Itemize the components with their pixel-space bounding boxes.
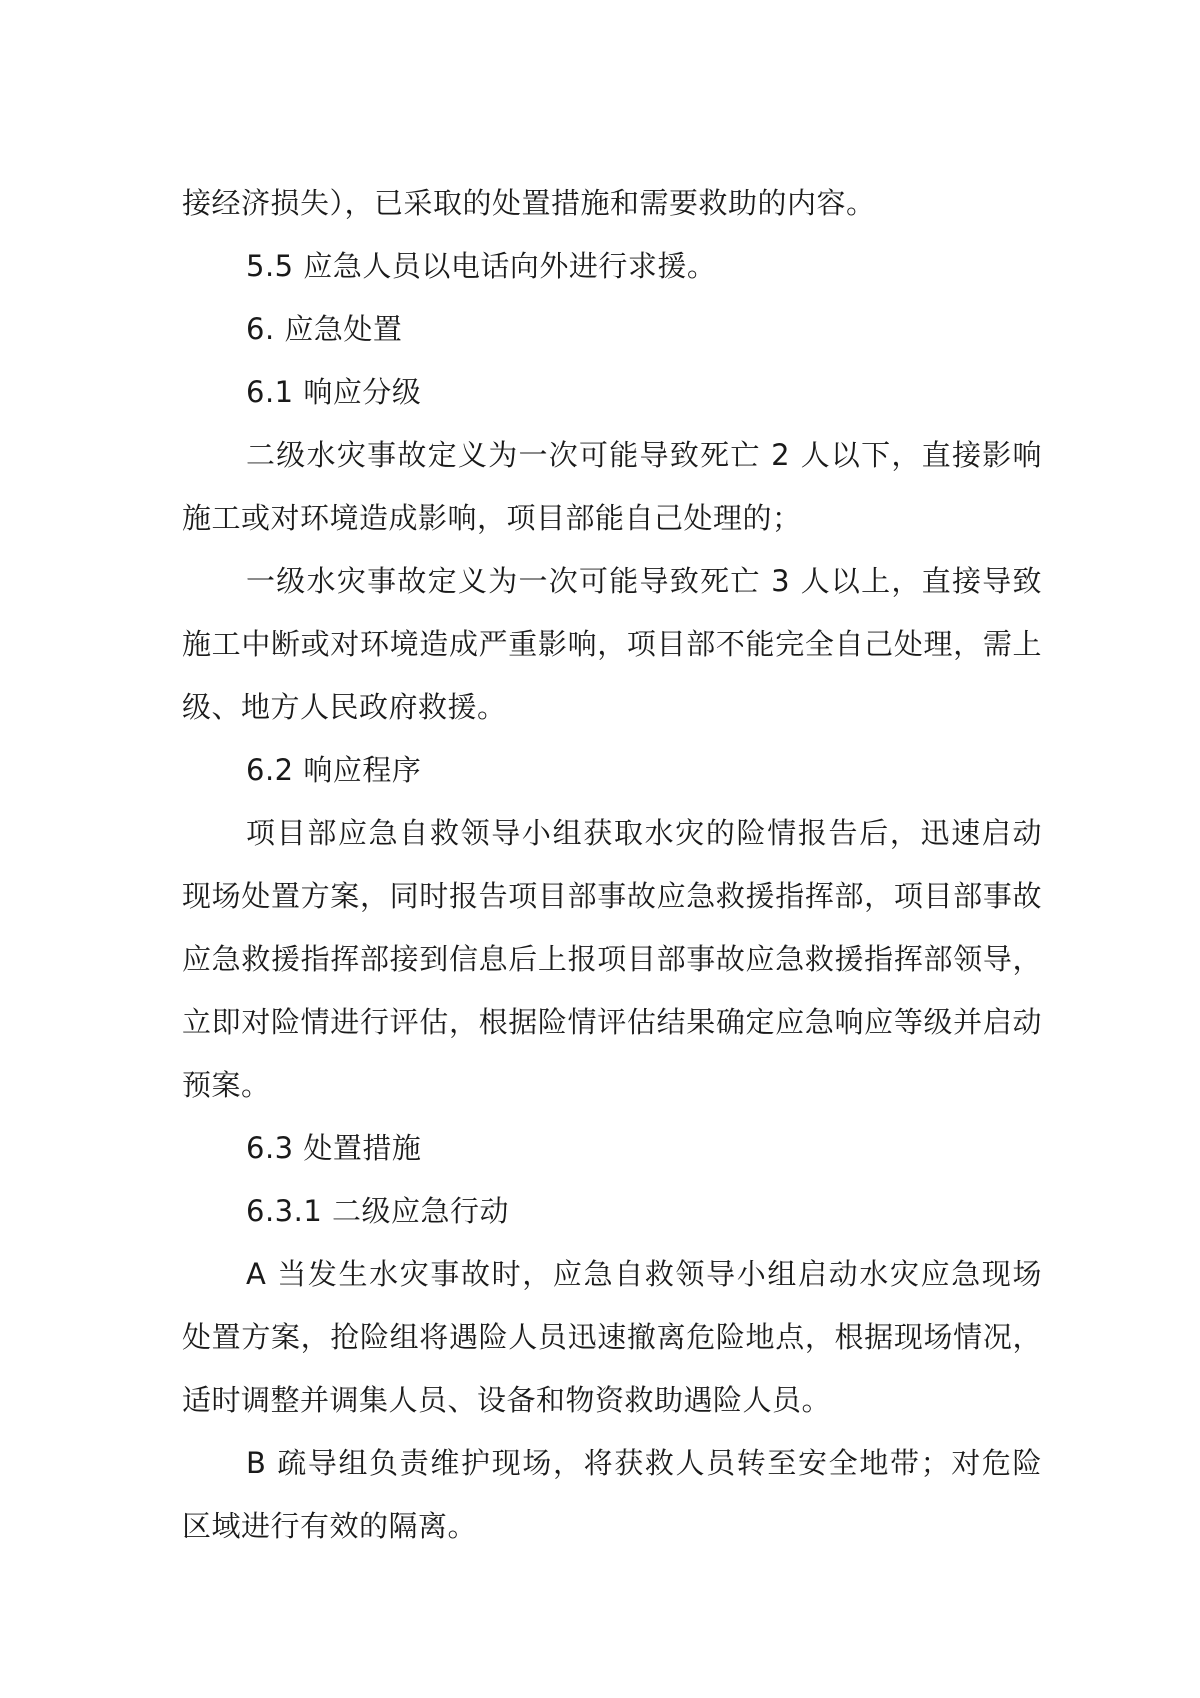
section-6-3-heading: 6.3 处置措施 bbox=[246, 1131, 422, 1165]
paragraph-action-b: B 疏导组负责维护现场，将获救人员转至安全地带；对危险区域进行有效的隔离。 bbox=[182, 1446, 1042, 1543]
section-6-2-heading: 6.2 响应程序 bbox=[246, 753, 422, 787]
section-6-1-heading: 6.1 响应分级 bbox=[246, 375, 422, 409]
document-body bbox=[182, 172, 1042, 1558]
paragraph-level-two-definition: 二级水灾事故定义为一次可能导致死亡 2 人以下，直接影响施工或对环境造成影响，项目部能自己处理的； bbox=[182, 438, 1042, 535]
paragraph-response-procedure: 项目部应急自救领导小组获取水灾的险情报告后，迅速启动现场处置方案，同时报告项目部事故应急救援指挥部，项目部事故应急救援指挥部接到信息后上报项目部事故应急救援指挥部领导，立即对险情进行评估，根据险情评估结果确定应急响应等级并启动预案。 bbox=[182, 816, 1042, 1102]
paragraph-level-one-definition: 一级水灾事故定义为一次可能导致死亡 3 人以上，直接导致施工中断或对环境造成严重影响，项目部不能完全自己处理，需上级、地方人民政府救援。 bbox=[182, 564, 1042, 724]
section-6-heading: 6. 应急处置 bbox=[246, 312, 403, 346]
section-6-3-1-heading: 6.3.1 二级应急行动 bbox=[246, 1194, 510, 1228]
section-5-5: 5.5 应急人员以电话向外进行求援。 bbox=[246, 249, 717, 283]
paragraph-action-a: A 当发生水灾事故时，应急自救领导小组启动水灾应急现场处置方案，抢险组将遇险人员迅速撤离危险地点，根据现场情况，适时调整并调集人员、设备和物资救助遇险人员。 bbox=[182, 1257, 1042, 1417]
paragraph-loss-continuation: 接经济损失），已采取的处置措施和需要救助的内容。 bbox=[182, 186, 876, 220]
